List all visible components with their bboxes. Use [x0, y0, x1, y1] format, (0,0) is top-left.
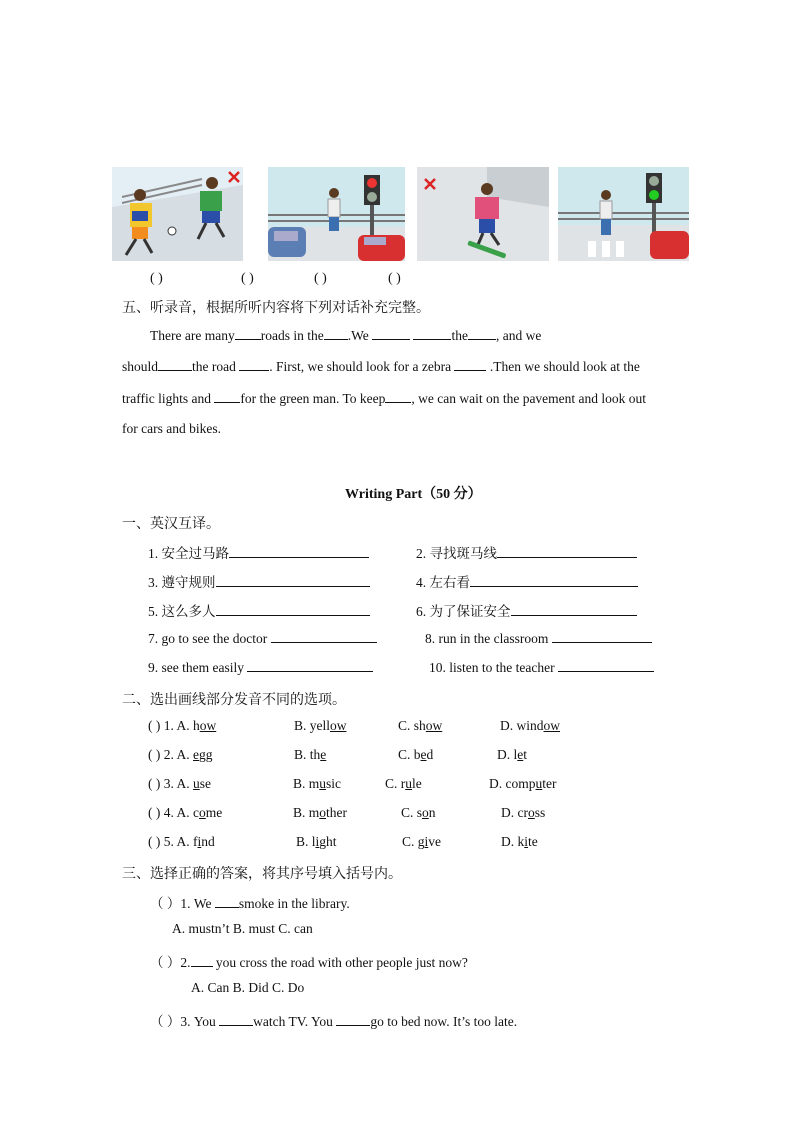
translate-item: 6. 为了保证安全 [416, 600, 637, 620]
answer-paren[interactable]: （ ） [150, 896, 181, 911]
answer-paren[interactable]: （ ） [150, 1014, 181, 1029]
translate-item: 3. 遵守规则 [148, 571, 370, 591]
boy-crossing-green-light-picture [558, 167, 689, 261]
translate-item: 2. 寻找斑马线 [416, 542, 637, 562]
section1-heading: 一、英汉互译。 [122, 517, 220, 532]
translate-item: 10. listen to the teacher [429, 659, 654, 676]
section5-line1: There are many roads in the .We the , and we [150, 328, 542, 343]
question-2-options: A. Can B. Did C. Do [191, 980, 305, 995]
question-1-options: A. mustn’t B. must C. can [172, 921, 313, 936]
translate-item: 1. 安全过马路 [148, 542, 369, 562]
translate-item: 9. see them easily [148, 659, 373, 676]
pronunciation-row-3: ( ) 3. A. use [148, 776, 211, 791]
section5-line3: traffic lights and for the green man. To keep , we can wait on the pavement and look out [122, 391, 647, 406]
boy-waiting-red-light-picture [268, 167, 405, 261]
pronunciation-row-5: ( ) 5. A. find [148, 834, 215, 849]
question-1: （ ）1. We smoke in the library. [150, 896, 350, 911]
pronunciation-row-2: ( ) 2. A. egg [148, 747, 213, 762]
translate-item: 8. run in the classroom [425, 630, 652, 647]
translate-item: 7. go to see the doctor [148, 630, 377, 647]
question-2: （ ）2. you cross the road with other people just now? [150, 955, 468, 970]
translate-item: 5. 这么多人 [148, 600, 370, 620]
boys-playing-football-picture [112, 167, 243, 261]
answer-paren-4[interactable]: ( ) [388, 271, 401, 286]
translate-item: 4. 左右看 [416, 571, 638, 591]
question-3: （ ）3. You watch TV. You go to bed now. It’s too late. [150, 1014, 518, 1029]
section5-line4: for cars and bikes. [122, 421, 221, 436]
answer-paren-1[interactable]: ( ) [150, 271, 163, 286]
answer-paren-2[interactable]: ( ) [241, 271, 254, 286]
writing-part-title: Writing Part（50 分） [345, 487, 482, 502]
answer-paren[interactable]: （ ） [150, 955, 181, 970]
section3-heading: 三、选择正确的答案，将其序号填入括号内。 [122, 867, 402, 882]
pronunciation-row-1: ( ) 1. A. how [148, 718, 217, 733]
section5-line2: should the road . First, we should look for a zebra .Then we should look at the [122, 359, 640, 374]
section5-heading: 五、听录音，根据所听内容将下列对话补充完整。 [122, 301, 430, 316]
pronunciation-row-4: ( ) 4. A. come [148, 805, 223, 820]
section2-heading: 二、选出画线部分发音不同的选项。 [122, 693, 346, 708]
answer-paren-3[interactable]: ( ) [314, 271, 327, 286]
boy-skateboarding-picture [417, 167, 549, 261]
